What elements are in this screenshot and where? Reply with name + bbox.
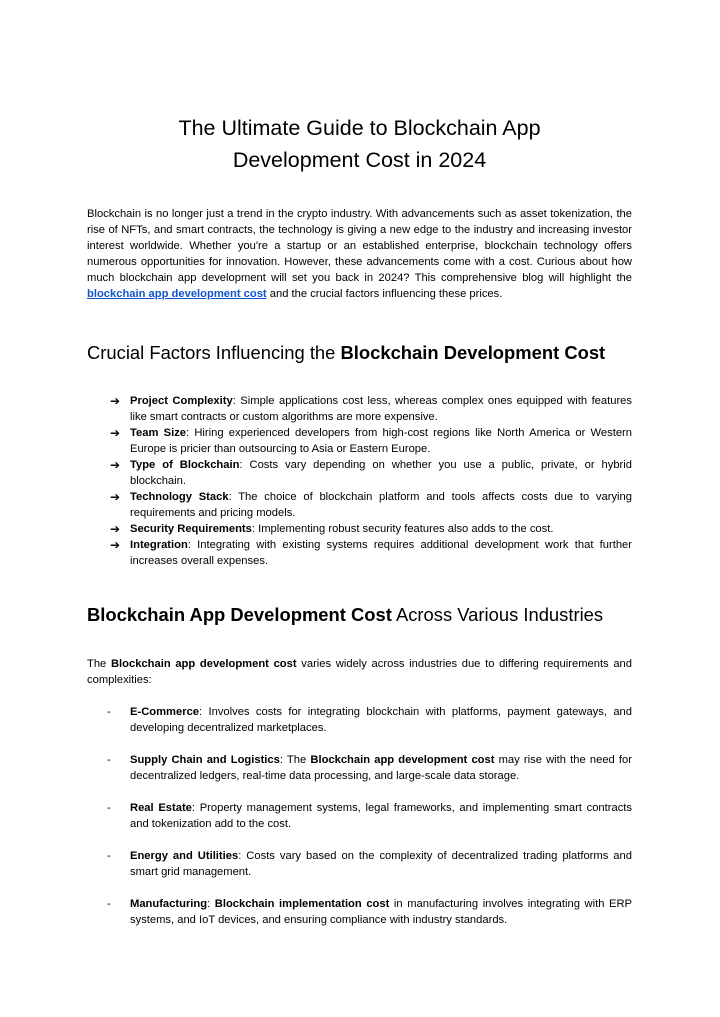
dash-marker: - <box>107 706 111 718</box>
intro-paragraph <box>87 206 632 302</box>
item-term: Supply Chain and Logistics <box>130 754 280 766</box>
intro-text: Blockchain is no longer just a trend in the crypto industry. With advancements such as asset tokenization, the rise of NFTs, and smart contracts, the technology is giving a new edge to the industry and increasing investor interest worldwide. Whether you're a startup or an established enterprise, blockchain technology offers numerous opportunities for innovation. However, these advancements come with a cost. Curious about how much blockchain app development will set you back in 2024? This comprehensive blog will highlight the <box>87 208 632 284</box>
heading-bold: Blockchain Development Cost <box>340 342 606 363</box>
item-text: : Involves costs for integrating blockchain with platforms, payment gateways, and developing decentralized marketplaces. <box>130 706 632 734</box>
item-term: Project Complexity <box>130 395 233 407</box>
industries-list <box>87 704 632 928</box>
item-text: : Hiring experienced developers from high-cost regions like North America or Western Europe is pricier than outsourcing to Asia or Eastern Europe. <box>130 427 632 455</box>
list-item <box>87 800 632 832</box>
list-item <box>87 457 632 489</box>
item-text: : Costs vary based on the complexity of decentralized trading platforms and smart grid management. <box>130 850 632 878</box>
arrow-icon: ➔ <box>110 426 121 440</box>
title-line-1: The Ultimate Guide to Blockchain App <box>178 116 541 140</box>
lead-text: The <box>87 658 111 670</box>
item-text-a: : <box>207 898 215 910</box>
list-item <box>87 393 632 425</box>
heading-plain: Across Various Industries <box>391 604 604 625</box>
dash-marker: - <box>107 802 111 814</box>
factors-list <box>87 393 632 569</box>
intro-text-end: and the crucial factors influencing these prices. <box>266 288 503 300</box>
item-text: in manufacturing involves integrating with ERP systems, and IoT devices, and ensuring compliance with industry standards. <box>130 898 633 926</box>
dash-marker: - <box>107 850 111 862</box>
item-text: : The choice of blockchain platform and tools affects costs due to varying requirements and pricing models. <box>130 491 632 519</box>
item-term: Energy and Utilities <box>130 850 239 862</box>
document-page <box>87 0 632 928</box>
heading-bold: Blockchain App Development Cost <box>87 604 392 625</box>
item-text: : Property management systems, legal frameworks, and implementing smart contracts and tokenization add to the cost. <box>130 802 632 830</box>
list-item <box>87 896 632 928</box>
item-text: may rise with the need for decentralized ledgers, real-time data processing, and large-scale data storage. <box>130 754 632 782</box>
list-item <box>87 537 632 569</box>
item-text: : Costs vary depending on whether you use a public, private, or hybrid blockchain. <box>130 459 632 487</box>
list-item <box>87 704 632 736</box>
dash-marker: - <box>107 754 111 766</box>
lead-text-end: varies widely across industries due to differing requirements and complexities: <box>87 658 632 686</box>
item-term: Technology Stack <box>130 491 229 503</box>
item-text: : Implementing robust security features also adds to the cost. <box>251 523 554 535</box>
list-item <box>87 848 632 880</box>
list-item <box>87 752 632 784</box>
item-text: : Integrating with existing systems requires additional development work that further increases overall expenses. <box>130 539 632 567</box>
title-line-2: Development Cost in 2024 <box>232 148 487 172</box>
item-text-a: : The <box>279 754 311 766</box>
section-heading-factors <box>87 341 632 365</box>
item-term: Manufacturing <box>130 898 208 910</box>
arrow-icon: ➔ <box>110 458 121 472</box>
list-item <box>87 425 632 457</box>
cost-link[interactable]: blockchain app development cost <box>87 288 267 300</box>
item-text: : Simple applications cost less, whereas complex ones equipped with features like smart contracts or custom algorithms are more expensive. <box>130 395 632 423</box>
arrow-icon: ➔ <box>110 522 121 536</box>
item-term: Real Estate <box>130 802 192 814</box>
arrow-icon: ➔ <box>110 538 121 552</box>
heading-plain: Crucial Factors Influencing the <box>87 342 341 363</box>
lead-bold: Blockchain app development cost <box>110 658 297 670</box>
industries-lead-paragraph <box>87 656 632 688</box>
item-term: Security Requirements <box>130 523 252 535</box>
item-term: Team Size <box>130 427 187 439</box>
item-term: Integration <box>130 539 188 551</box>
dash-marker: - <box>107 898 111 910</box>
item-bold-phrase: Blockchain implementation cost <box>214 898 390 910</box>
page-title <box>87 112 632 176</box>
item-term: Type of Blockchain <box>130 459 240 471</box>
arrow-icon: ➔ <box>110 394 121 408</box>
list-item <box>87 521 632 537</box>
list-item <box>87 489 632 521</box>
item-term: E-Commerce <box>130 706 200 718</box>
section-heading-industries <box>87 603 632 627</box>
item-bold-phrase: Blockchain app development cost <box>310 754 495 766</box>
arrow-icon: ➔ <box>110 490 121 504</box>
